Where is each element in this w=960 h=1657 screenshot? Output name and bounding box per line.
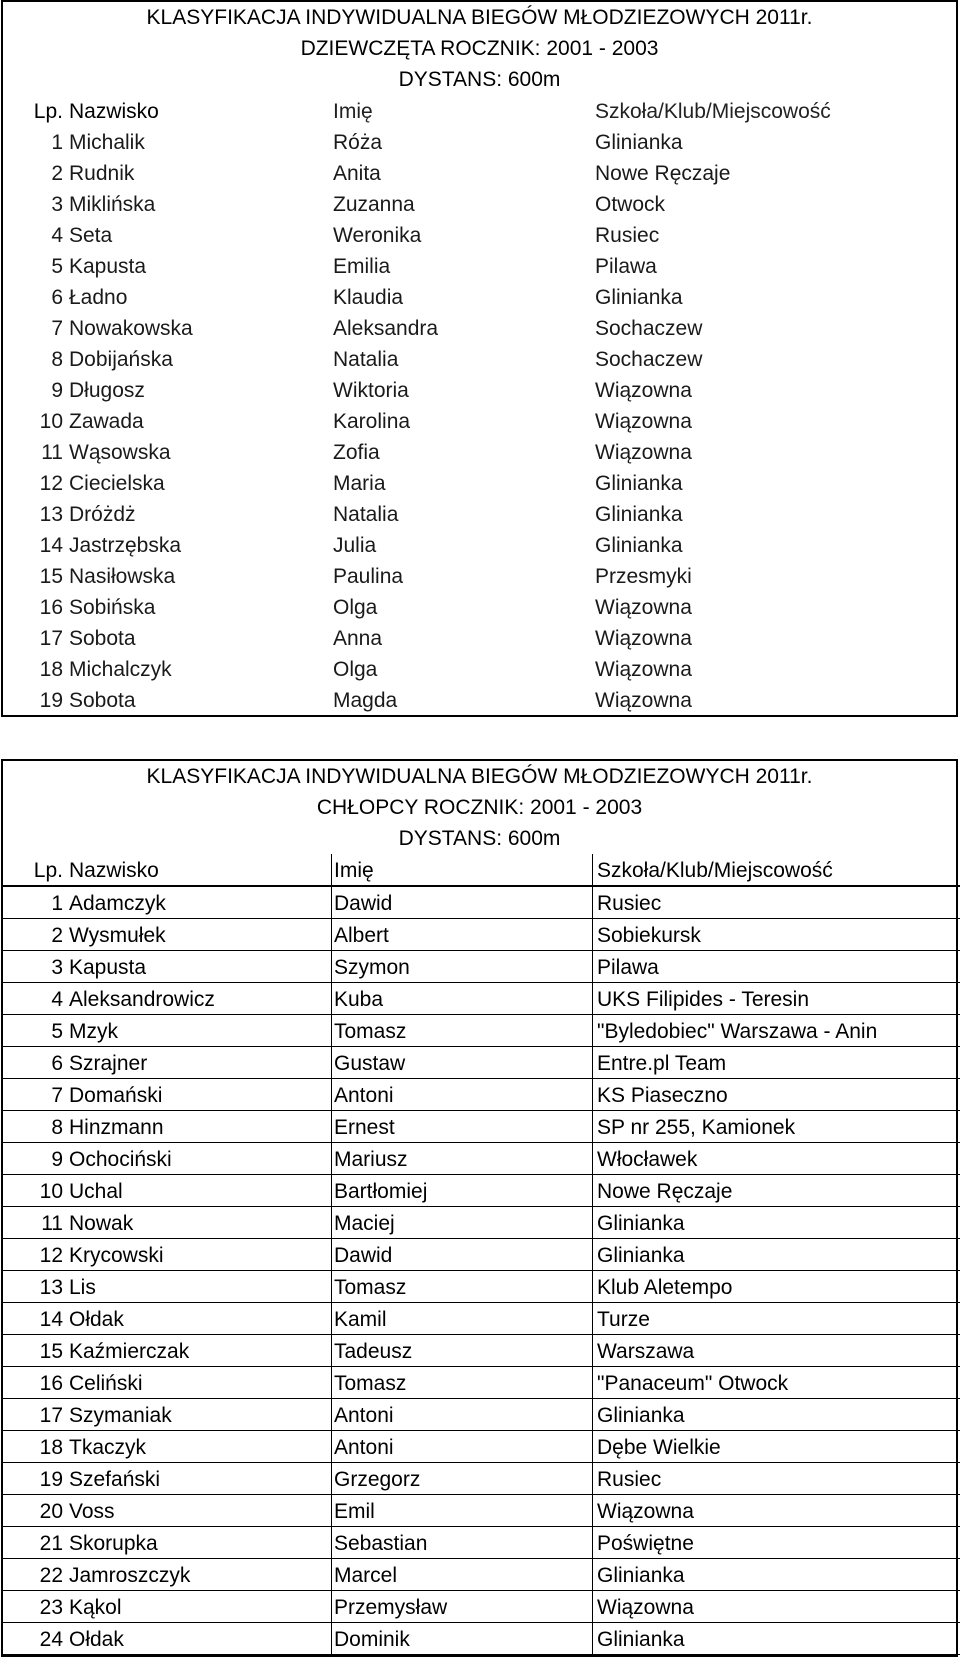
club-town: Glinianka — [593, 1559, 960, 1591]
surname: Michalczyk — [67, 653, 331, 684]
table-row — [3, 1431, 960, 1463]
first-name: Natalia — [331, 343, 591, 374]
table-row — [3, 1111, 960, 1143]
table-row — [3, 1367, 960, 1399]
club-town: Glinianka — [593, 1239, 960, 1271]
club-town: SP nr 255, Kamionek — [593, 1111, 960, 1143]
surname: Kąkol — [67, 1591, 332, 1623]
surname: Rudnik — [67, 157, 331, 188]
header-imie: Imię — [331, 95, 591, 126]
place-number: 10 — [3, 1175, 67, 1207]
club-town: Warszawa — [593, 1335, 960, 1367]
club-town: Wiązowna — [591, 653, 960, 684]
club-town: "Byledobiec" Warszawa - Anin — [593, 1015, 960, 1047]
first-name: Weronika — [331, 219, 591, 250]
club-town: Glinianka — [591, 529, 960, 560]
surname: Jamroszczyk — [67, 1559, 332, 1591]
table-row — [3, 467, 960, 498]
club-town: Wiązowna — [593, 1591, 960, 1623]
first-name: Antoni — [332, 1399, 593, 1431]
club-town: Wiązowna — [591, 405, 960, 436]
first-name: Gustaw — [332, 1047, 593, 1079]
surname: Kapusta — [67, 951, 332, 983]
place-number: 7 — [3, 312, 67, 343]
place-number: 24 — [3, 1623, 67, 1655]
surname: Michalik — [67, 126, 331, 157]
table-row — [3, 312, 960, 343]
place-number: 14 — [3, 529, 67, 560]
surname: Domański — [67, 1079, 332, 1111]
table-row — [3, 436, 960, 467]
club-town: KS Piaseczno — [593, 1079, 960, 1111]
club-town: Wiązowna — [591, 374, 960, 405]
first-name: Anita — [331, 157, 591, 188]
table-row — [3, 498, 960, 529]
place-number: 23 — [3, 1591, 67, 1623]
boys-title-category: CHŁOPCY ROCZNIK: 2001 - 2003 — [3, 792, 956, 823]
first-name: Olga — [331, 591, 591, 622]
table-row — [3, 405, 960, 436]
club-town: Rusiec — [593, 886, 960, 919]
first-name: Kamil — [332, 1303, 593, 1335]
table-row — [3, 157, 960, 188]
first-name: Tomasz — [332, 1015, 593, 1047]
first-name: Grzegorz — [332, 1463, 593, 1495]
place-number: 2 — [3, 157, 67, 188]
place-number: 5 — [3, 250, 67, 281]
place-number: 13 — [3, 498, 67, 529]
first-name: Antoni — [332, 1431, 593, 1463]
first-name: Tomasz — [332, 1271, 593, 1303]
club-town: Przesmyki — [591, 560, 960, 591]
place-number: 11 — [3, 1207, 67, 1239]
first-name: Dawid — [332, 1239, 593, 1271]
surname: Sobińska — [67, 591, 331, 622]
surname: Aleksandrowicz — [67, 983, 332, 1015]
first-name: Klaudia — [331, 281, 591, 312]
surname: Ołdak — [67, 1623, 332, 1655]
header-imie: Imię — [332, 854, 593, 886]
first-name: Anna — [331, 622, 591, 653]
first-name: Dawid — [332, 886, 593, 919]
header-nazwisko: Nazwisko — [67, 95, 331, 126]
surname: Wysmułek — [67, 919, 332, 951]
surname: Nowakowska — [67, 312, 331, 343]
table-row — [3, 1527, 960, 1559]
first-name: Bartłomiej — [332, 1175, 593, 1207]
club-town: Otwock — [591, 188, 960, 219]
place-number: 7 — [3, 1079, 67, 1111]
table-row — [3, 1271, 960, 1303]
place-number: 17 — [3, 622, 67, 653]
place-number: 8 — [3, 1111, 67, 1143]
table-row — [3, 1175, 960, 1207]
first-name: Julia — [331, 529, 591, 560]
place-number: 3 — [3, 951, 67, 983]
surname: Sobota — [67, 622, 331, 653]
club-town: Wiązowna — [591, 436, 960, 467]
girls-classification-section — [0, 0, 960, 717]
table-row — [3, 343, 960, 374]
surname: Długosz — [67, 374, 331, 405]
club-town: Wiązowna — [591, 622, 960, 653]
place-number: 1 — [3, 886, 67, 919]
girls-table-frame — [1, 0, 958, 717]
club-town: Sochaczew — [591, 343, 960, 374]
boys-table-frame — [1, 759, 958, 1657]
first-name: Karolina — [331, 405, 591, 436]
place-number: 18 — [3, 1431, 67, 1463]
first-name: Kuba — [332, 983, 593, 1015]
first-name: Dominik — [332, 1623, 593, 1655]
place-number: 9 — [3, 374, 67, 405]
club-town: Glinianka — [593, 1207, 960, 1239]
place-number: 3 — [3, 188, 67, 219]
surname: Szefański — [67, 1463, 332, 1495]
table-row — [3, 1079, 960, 1111]
table-row — [3, 1559, 960, 1591]
first-name: Olga — [331, 653, 591, 684]
first-name: Ernest — [332, 1111, 593, 1143]
surname: Szrajner — [67, 1047, 332, 1079]
club-town: Glinianka — [591, 281, 960, 312]
place-number: 20 — [3, 1495, 67, 1527]
table-row — [3, 188, 960, 219]
surname: Adamczyk — [67, 886, 332, 919]
boys-title-competition: KLASYFIKACJA INDYWIDUALNA BIEGÓW MŁODZIEZOWYCH 2011r. — [3, 761, 956, 792]
header-nazwisko: Nazwisko — [67, 854, 332, 886]
club-town: Pilawa — [593, 951, 960, 983]
boys-classification-section — [0, 759, 960, 1657]
boys-title-distance: DYSTANS: 600m — [3, 823, 956, 854]
first-name: Tomasz — [332, 1367, 593, 1399]
table-row — [3, 591, 960, 622]
place-number: 9 — [3, 1143, 67, 1175]
place-number: 22 — [3, 1559, 67, 1591]
first-name: Róża — [331, 126, 591, 157]
girls-title-competition: KLASYFIKACJA INDYWIDUALNA BIEGÓW MŁODZIEZOWYCH 2011r. — [3, 2, 956, 33]
place-number: 19 — [3, 1463, 67, 1495]
surname: Skorupka — [67, 1527, 332, 1559]
girls-title-category: DZIEWCZĘTA ROCZNIK: 2001 - 2003 — [3, 33, 956, 64]
club-town: Glinianka — [591, 498, 960, 529]
table-row — [3, 951, 960, 983]
table-row — [3, 919, 960, 951]
table-row — [3, 250, 960, 281]
girls-title-distance: DYSTANS: 600m — [3, 64, 956, 95]
club-town: Entre.pl Team — [593, 1047, 960, 1079]
place-number: 6 — [3, 1047, 67, 1079]
boys-header-row — [3, 854, 960, 886]
first-name: Marcel — [332, 1559, 593, 1591]
surname: Zawada — [67, 405, 331, 436]
table-row — [3, 653, 960, 684]
table-row — [3, 684, 960, 715]
place-number: 21 — [3, 1527, 67, 1559]
club-town: Klub Aletempo — [593, 1271, 960, 1303]
club-town: Włocławek — [593, 1143, 960, 1175]
place-number: 16 — [3, 1367, 67, 1399]
place-number: 11 — [3, 436, 67, 467]
club-town: UKS Filipides - Teresin — [593, 983, 960, 1015]
place-number: 6 — [3, 281, 67, 312]
club-town: Poświętne — [593, 1527, 960, 1559]
first-name: Sebastian — [332, 1527, 593, 1559]
table-row — [3, 1207, 960, 1239]
place-number: 17 — [3, 1399, 67, 1431]
first-name: Zofia — [331, 436, 591, 467]
club-town: Turze — [593, 1303, 960, 1335]
table-row — [3, 886, 960, 919]
place-number: 19 — [3, 684, 67, 715]
table-row — [3, 622, 960, 653]
place-number: 18 — [3, 653, 67, 684]
club-town: Glinianka — [591, 467, 960, 498]
first-name: Antoni — [332, 1079, 593, 1111]
first-name: Albert — [332, 919, 593, 951]
surname: Jastrzębska — [67, 529, 331, 560]
table-row — [3, 126, 960, 157]
surname: Ciecielska — [67, 467, 331, 498]
table-row — [3, 983, 960, 1015]
surname: Ładno — [67, 281, 331, 312]
table-row — [3, 1623, 960, 1655]
club-town: Pilawa — [591, 250, 960, 281]
club-town: Rusiec — [593, 1463, 960, 1495]
place-number: 15 — [3, 1335, 67, 1367]
first-name: Aleksandra — [331, 312, 591, 343]
surname: Tkaczyk — [67, 1431, 332, 1463]
first-name: Magda — [331, 684, 591, 715]
table-row — [3, 529, 960, 560]
club-town: Rusiec — [591, 219, 960, 250]
surname: Sobota — [67, 684, 331, 715]
surname: Nowak — [67, 1207, 332, 1239]
table-row — [3, 1399, 960, 1431]
first-name: Maciej — [332, 1207, 593, 1239]
surname: Wąsowska — [67, 436, 331, 467]
first-name: Szymon — [332, 951, 593, 983]
club-town: Wiązowna — [591, 591, 960, 622]
club-town: Sochaczew — [591, 312, 960, 343]
first-name: Emil — [332, 1495, 593, 1527]
first-name: Paulina — [331, 560, 591, 591]
place-number: 14 — [3, 1303, 67, 1335]
club-town: Wiązowna — [591, 684, 960, 715]
place-number: 12 — [3, 1239, 67, 1271]
first-name: Przemysław — [332, 1591, 593, 1623]
surname: Dobijańska — [67, 343, 331, 374]
first-name: Wiktoria — [331, 374, 591, 405]
place-number: 2 — [3, 919, 67, 951]
surname: Szymaniak — [67, 1399, 332, 1431]
club-town: Glinianka — [591, 126, 960, 157]
place-number: 8 — [3, 343, 67, 374]
place-number: 13 — [3, 1271, 67, 1303]
girls-header-row — [3, 95, 960, 126]
first-name: Tadeusz — [332, 1335, 593, 1367]
surname: Mzyk — [67, 1015, 332, 1047]
first-name: Maria — [331, 467, 591, 498]
surname: Voss — [67, 1495, 332, 1527]
club-town: Dębe Wielkie — [593, 1431, 960, 1463]
surname: Krycowski — [67, 1239, 332, 1271]
table-row — [3, 560, 960, 591]
club-town: "Panaceum" Otwock — [593, 1367, 960, 1399]
girls-results-table — [3, 95, 960, 715]
surname: Lis — [67, 1271, 332, 1303]
header-szkola-klub: Szkoła/Klub/Miejscowość — [593, 854, 960, 886]
club-town: Nowe Ręczaje — [591, 157, 960, 188]
table-row — [3, 1239, 960, 1271]
surname: Celiński — [67, 1367, 332, 1399]
first-name: Natalia — [331, 498, 591, 529]
place-number: 4 — [3, 219, 67, 250]
club-town: Wiązowna — [593, 1495, 960, 1527]
table-row — [3, 1463, 960, 1495]
first-name: Mariusz — [332, 1143, 593, 1175]
header-lp: Lp. — [3, 95, 67, 126]
table-row — [3, 1335, 960, 1367]
table-row — [3, 1495, 960, 1527]
first-name: Emilia — [331, 250, 591, 281]
surname: Ochociński — [67, 1143, 332, 1175]
table-row — [3, 374, 960, 405]
club-town: Glinianka — [593, 1623, 960, 1655]
header-lp: Lp. — [3, 854, 67, 886]
surname: Dróżdż — [67, 498, 331, 529]
boys-results-table — [3, 854, 960, 1655]
surname: Uchal — [67, 1175, 332, 1207]
place-number: 15 — [3, 560, 67, 591]
first-name: Zuzanna — [331, 188, 591, 219]
surname: Nasiłowska — [67, 560, 331, 591]
table-row — [3, 1303, 960, 1335]
surname: Kapusta — [67, 250, 331, 281]
surname: Kaźmierczak — [67, 1335, 332, 1367]
place-number: 5 — [3, 1015, 67, 1047]
place-number: 10 — [3, 405, 67, 436]
club-town: Nowe Ręczaje — [593, 1175, 960, 1207]
club-town: Glinianka — [593, 1399, 960, 1431]
header-szkola-klub: Szkoła/Klub/Miejscowość — [591, 95, 960, 126]
place-number: 1 — [3, 126, 67, 157]
table-row — [3, 1591, 960, 1623]
surname: Seta — [67, 219, 331, 250]
surname: Miklińska — [67, 188, 331, 219]
table-row — [3, 1143, 960, 1175]
table-row — [3, 1047, 960, 1079]
table-row — [3, 219, 960, 250]
place-number: 12 — [3, 467, 67, 498]
surname: Hinzmann — [67, 1111, 332, 1143]
club-town: Sobiekursk — [593, 919, 960, 951]
surname: Ołdak — [67, 1303, 332, 1335]
place-number: 4 — [3, 983, 67, 1015]
table-row — [3, 281, 960, 312]
table-row — [3, 1015, 960, 1047]
place-number: 16 — [3, 591, 67, 622]
